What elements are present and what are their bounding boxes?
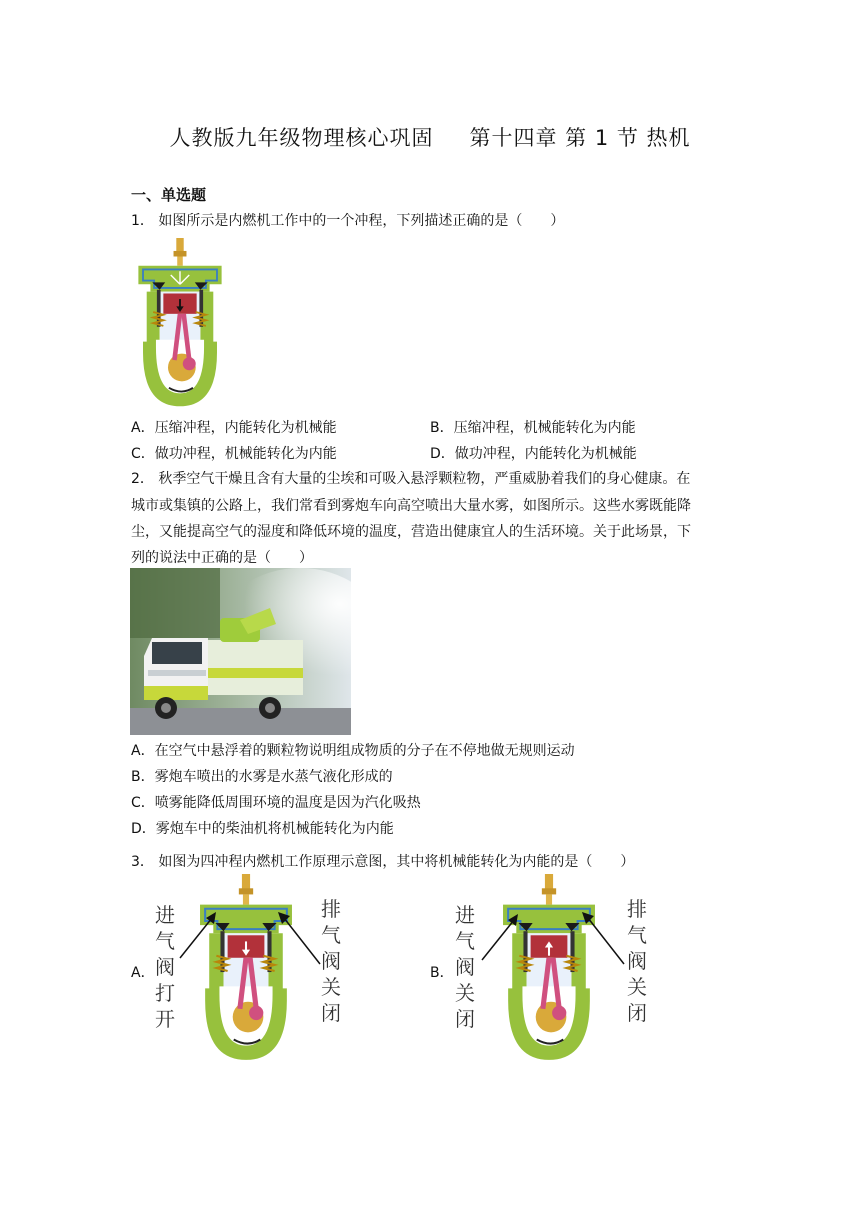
fig-b-right-label-4: 关 [627, 975, 647, 999]
fig-a-left-label-3: 阀 [155, 955, 175, 979]
fig-b-right-arrow [580, 910, 626, 966]
q1-option-b[interactable]: B．压缩冲程，机械能转化为内能 [430, 420, 636, 436]
question-1-stem: 1． 如图所示是内燃机工作中的一个冲程，下列描述正确的是（ ） [131, 213, 565, 229]
q3-option-a[interactable]: A． [131, 965, 155, 981]
q2-option-c[interactable]: C．喷雾能降低周围环境的温度是因为汽化吸热 [131, 795, 421, 811]
fig-a-left-label-2: 气 [155, 929, 175, 953]
q2-option-d[interactable]: D．雾炮车中的柴油机将机械能转化为内能 [131, 821, 394, 837]
fig-b-left-arrow [480, 912, 520, 962]
engine-diagram-q3-b [488, 874, 610, 1064]
q1-option-d[interactable]: D．做功冲程，内能转化为机械能 [430, 446, 637, 462]
question-2-line-1: 2． 秋季空气干燥且含有大量的尘埃和可吸入悬浮颗粒物，严重威胁着我们的身心健康。在 [131, 471, 691, 487]
fig-a-left-label-5: 开 [155, 1007, 175, 1031]
fig-b-right-label-1: 排 [627, 897, 647, 921]
fig-b-right-label-2: 气 [627, 923, 647, 947]
engine-diagram-q1 [130, 238, 230, 410]
question-2-line-3: 尘，又能提高空气的湿度和降低环境的温度，营造出健康宜人的生活环境。关于此场景，下 [131, 524, 691, 540]
fig-a-right-label-5: 闭 [321, 1001, 341, 1025]
fig-a-right-label-4: 关 [321, 975, 341, 999]
page-title [0, 122, 860, 152]
q2-option-b[interactable]: B．雾炮车喷出的水雾是水蒸气液化形成的 [131, 769, 393, 785]
fig-b-left-label-2: 气 [455, 929, 475, 953]
title-left: 人教版九年级物理核心巩固 [169, 126, 434, 150]
q1-option-a[interactable]: A．压缩冲程，内能转化为机械能 [131, 420, 337, 436]
fig-a-right-label-1: 排 [321, 897, 341, 921]
fig-b-left-label-3: 阀 [455, 955, 475, 979]
fig-a-left-arrow [178, 910, 218, 960]
fig-a-right-label-2: 气 [321, 923, 341, 947]
section-title: 一、单选题 [131, 186, 207, 204]
fig-a-right-label-3: 阀 [321, 949, 341, 973]
title-right: 第十四章 第 1 节 热机 [469, 126, 691, 150]
question-2-line-2: 城市或集镇的公路上，我们常看到雾炮车向高空喷出大量水雾，如图所示。这些水雾既能降 [131, 498, 691, 514]
fig-a-left-label-4: 打 [155, 981, 175, 1005]
fig-a-left-label-1: 进 [155, 903, 175, 927]
fig-b-right-label-3: 阀 [627, 949, 647, 973]
fig-a-right-arrow [276, 910, 322, 966]
fig-b-left-label-1: 进 [455, 903, 475, 927]
question-2-line-4: 列的说法中正确的是（ ） [131, 550, 313, 566]
q2-option-a[interactable]: A．在空气中悬浮着的颗粒物说明组成物质的分子在不停地做无规则运动 [131, 743, 575, 759]
fog-cannon-truck-photo [130, 568, 351, 735]
q1-option-c[interactable]: C．做功冲程，机械能转化为内能 [131, 446, 337, 462]
q3-option-b[interactable]: B． [430, 965, 454, 981]
fig-b-right-label-5: 闭 [627, 1001, 647, 1025]
fig-b-left-label-4: 关 [455, 981, 475, 1005]
question-3-stem: 3． 如图为四冲程内燃机工作原理示意图，其中将机械能转化为内能的是（ ） [131, 854, 635, 870]
fig-b-left-label-5: 闭 [455, 1007, 475, 1031]
engine-diagram-q3-a [185, 874, 307, 1064]
